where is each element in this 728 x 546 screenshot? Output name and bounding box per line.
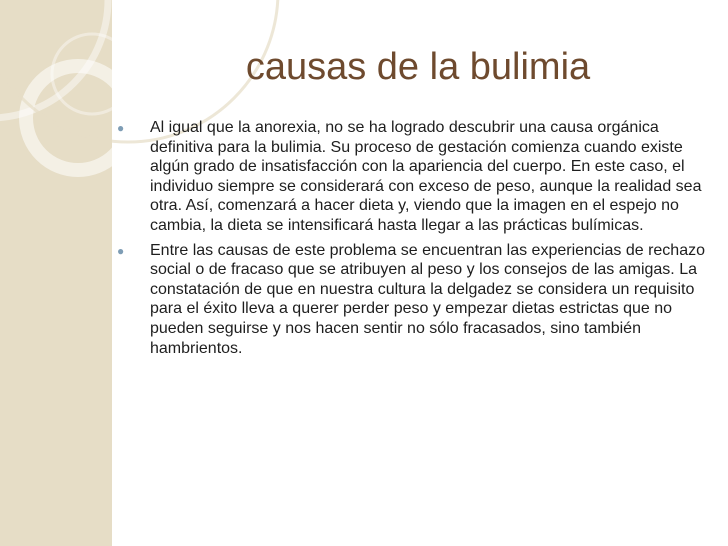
bullet-icon: ● bbox=[117, 243, 125, 258]
bullet-text: Entre las causas de este problema se encuentran las experiencias de rechazo social o de fracaso que se atribuyen al peso y los consejos de las amigas. La constatación de que en nuestra cultura la delgadez se considera un requisito para el éxito lleva a querer perder peso y empezar dietas estrictas que no pueden seguirse y nos hacen sentir no sólo fracasados, sino también hambrientos. bbox=[150, 241, 705, 357]
bullet-text: Al igual que la anorexia, no se ha logrado descubrir una causa orgánica definitiva para la bulimia. Su proceso de gestación comienza cuando existe algún grado de insatisfacción con la apariencia del cuerpo. En este caso, el individuo siempre se considerará con exceso de peso, aunque la realidad sea otra. Así, comenzará a hacer dieta y, viendo que la imagen en el espejo no cambia, la dieta se intensificará hasta llegar a las prácticas bulímicas. bbox=[150, 119, 702, 234]
slide-title: causas de la bulimia bbox=[245, 46, 591, 88]
bullet-item bbox=[116, 241, 710, 359]
bullet-icon: ● bbox=[117, 121, 125, 135]
sidebar-panel bbox=[0, 0, 112, 546]
bullet-item bbox=[116, 118, 710, 236]
bullet-list bbox=[116, 118, 710, 363]
